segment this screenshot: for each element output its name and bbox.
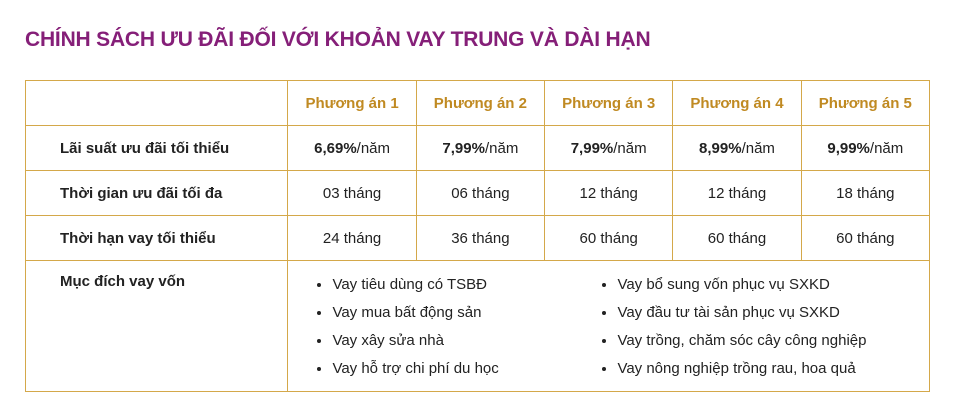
list-item: • Vay nông nghiệp trồng rau, hoa quả: [617, 355, 866, 383]
rate-cell: [288, 126, 416, 171]
table-row-loan-term: [26, 216, 930, 261]
table-cell: 60 tháng: [673, 216, 801, 261]
column-header: Phương án 2: [416, 81, 544, 126]
list-item: • Vay xây sửa nhà: [332, 327, 597, 355]
rate-value: 7,99%: [570, 139, 614, 157]
rate-value: 8,99%: [699, 139, 742, 157]
loan-policy-table: [25, 80, 930, 392]
rate-value: 9,99%: [827, 139, 870, 157]
table-cell: 12 tháng: [545, 171, 673, 216]
column-header: Phương án 5: [801, 81, 929, 126]
list-item: • Vay mua bất động sản: [332, 299, 597, 327]
column-header: Phương án 4: [673, 81, 801, 126]
rate-unit: /năm: [613, 139, 647, 157]
list-item: • Vay hỗ trợ chi phí du học: [332, 355, 597, 383]
list-item: • Vay đầu tư tài sản phục vụ SXKD: [617, 299, 866, 327]
row-label: Mục đích vay vốn: [26, 261, 288, 392]
row-label: Lãi suất ưu đãi tối thiểu: [26, 126, 288, 171]
rate-unit: /năm: [484, 139, 519, 157]
list-item: • Vay tiêu dùng có TSBĐ: [332, 271, 597, 299]
rate-cell: [545, 126, 673, 171]
purpose-cell: [288, 261, 930, 392]
page-title: CHÍNH SÁCH ƯU ĐÃI ĐỐI VỚI KHOẢN VAY TRUNG VÀ DÀI HẠN: [25, 28, 651, 51]
row-label: Thời hạn vay tối thiểu: [26, 216, 288, 261]
rate-unit: /năm: [741, 139, 775, 157]
purpose-list-left: [312, 271, 597, 383]
purpose-list-right: [597, 271, 866, 383]
table-cell: 60 tháng: [545, 216, 673, 261]
empty-header-cell: [26, 81, 288, 126]
row-label: Thời gian ưu đãi tối đa: [26, 171, 288, 216]
rate-cell: [673, 126, 801, 171]
table-row-interest-rate: [26, 126, 930, 171]
rate-value: 6,69%: [314, 139, 357, 157]
column-header: Phương án 3: [545, 81, 673, 126]
table-cell: 36 tháng: [416, 216, 544, 261]
table-row-purpose: [26, 261, 930, 392]
table-cell: 60 tháng: [801, 216, 929, 261]
rate-unit: /năm: [869, 139, 904, 157]
header-row: [26, 81, 930, 126]
column-header: Phương án 1: [288, 81, 416, 126]
table-cell: 18 tháng: [801, 171, 929, 216]
table-cell: 06 tháng: [416, 171, 544, 216]
list-item: • Vay trồng, chăm sóc cây công nghiệp: [617, 327, 866, 355]
rate-cell: [801, 126, 929, 171]
table-row-preferential-period: [26, 171, 930, 216]
table-cell: 12 tháng: [673, 171, 801, 216]
rate-value: 7,99%: [442, 139, 485, 157]
list-item: • Vay bổ sung vốn phục vụ SXKD: [617, 271, 866, 299]
rate-unit: /năm: [356, 139, 391, 157]
rate-cell: [416, 126, 544, 171]
table-cell: 24 tháng: [288, 216, 416, 261]
table-cell: 03 tháng: [288, 171, 416, 216]
